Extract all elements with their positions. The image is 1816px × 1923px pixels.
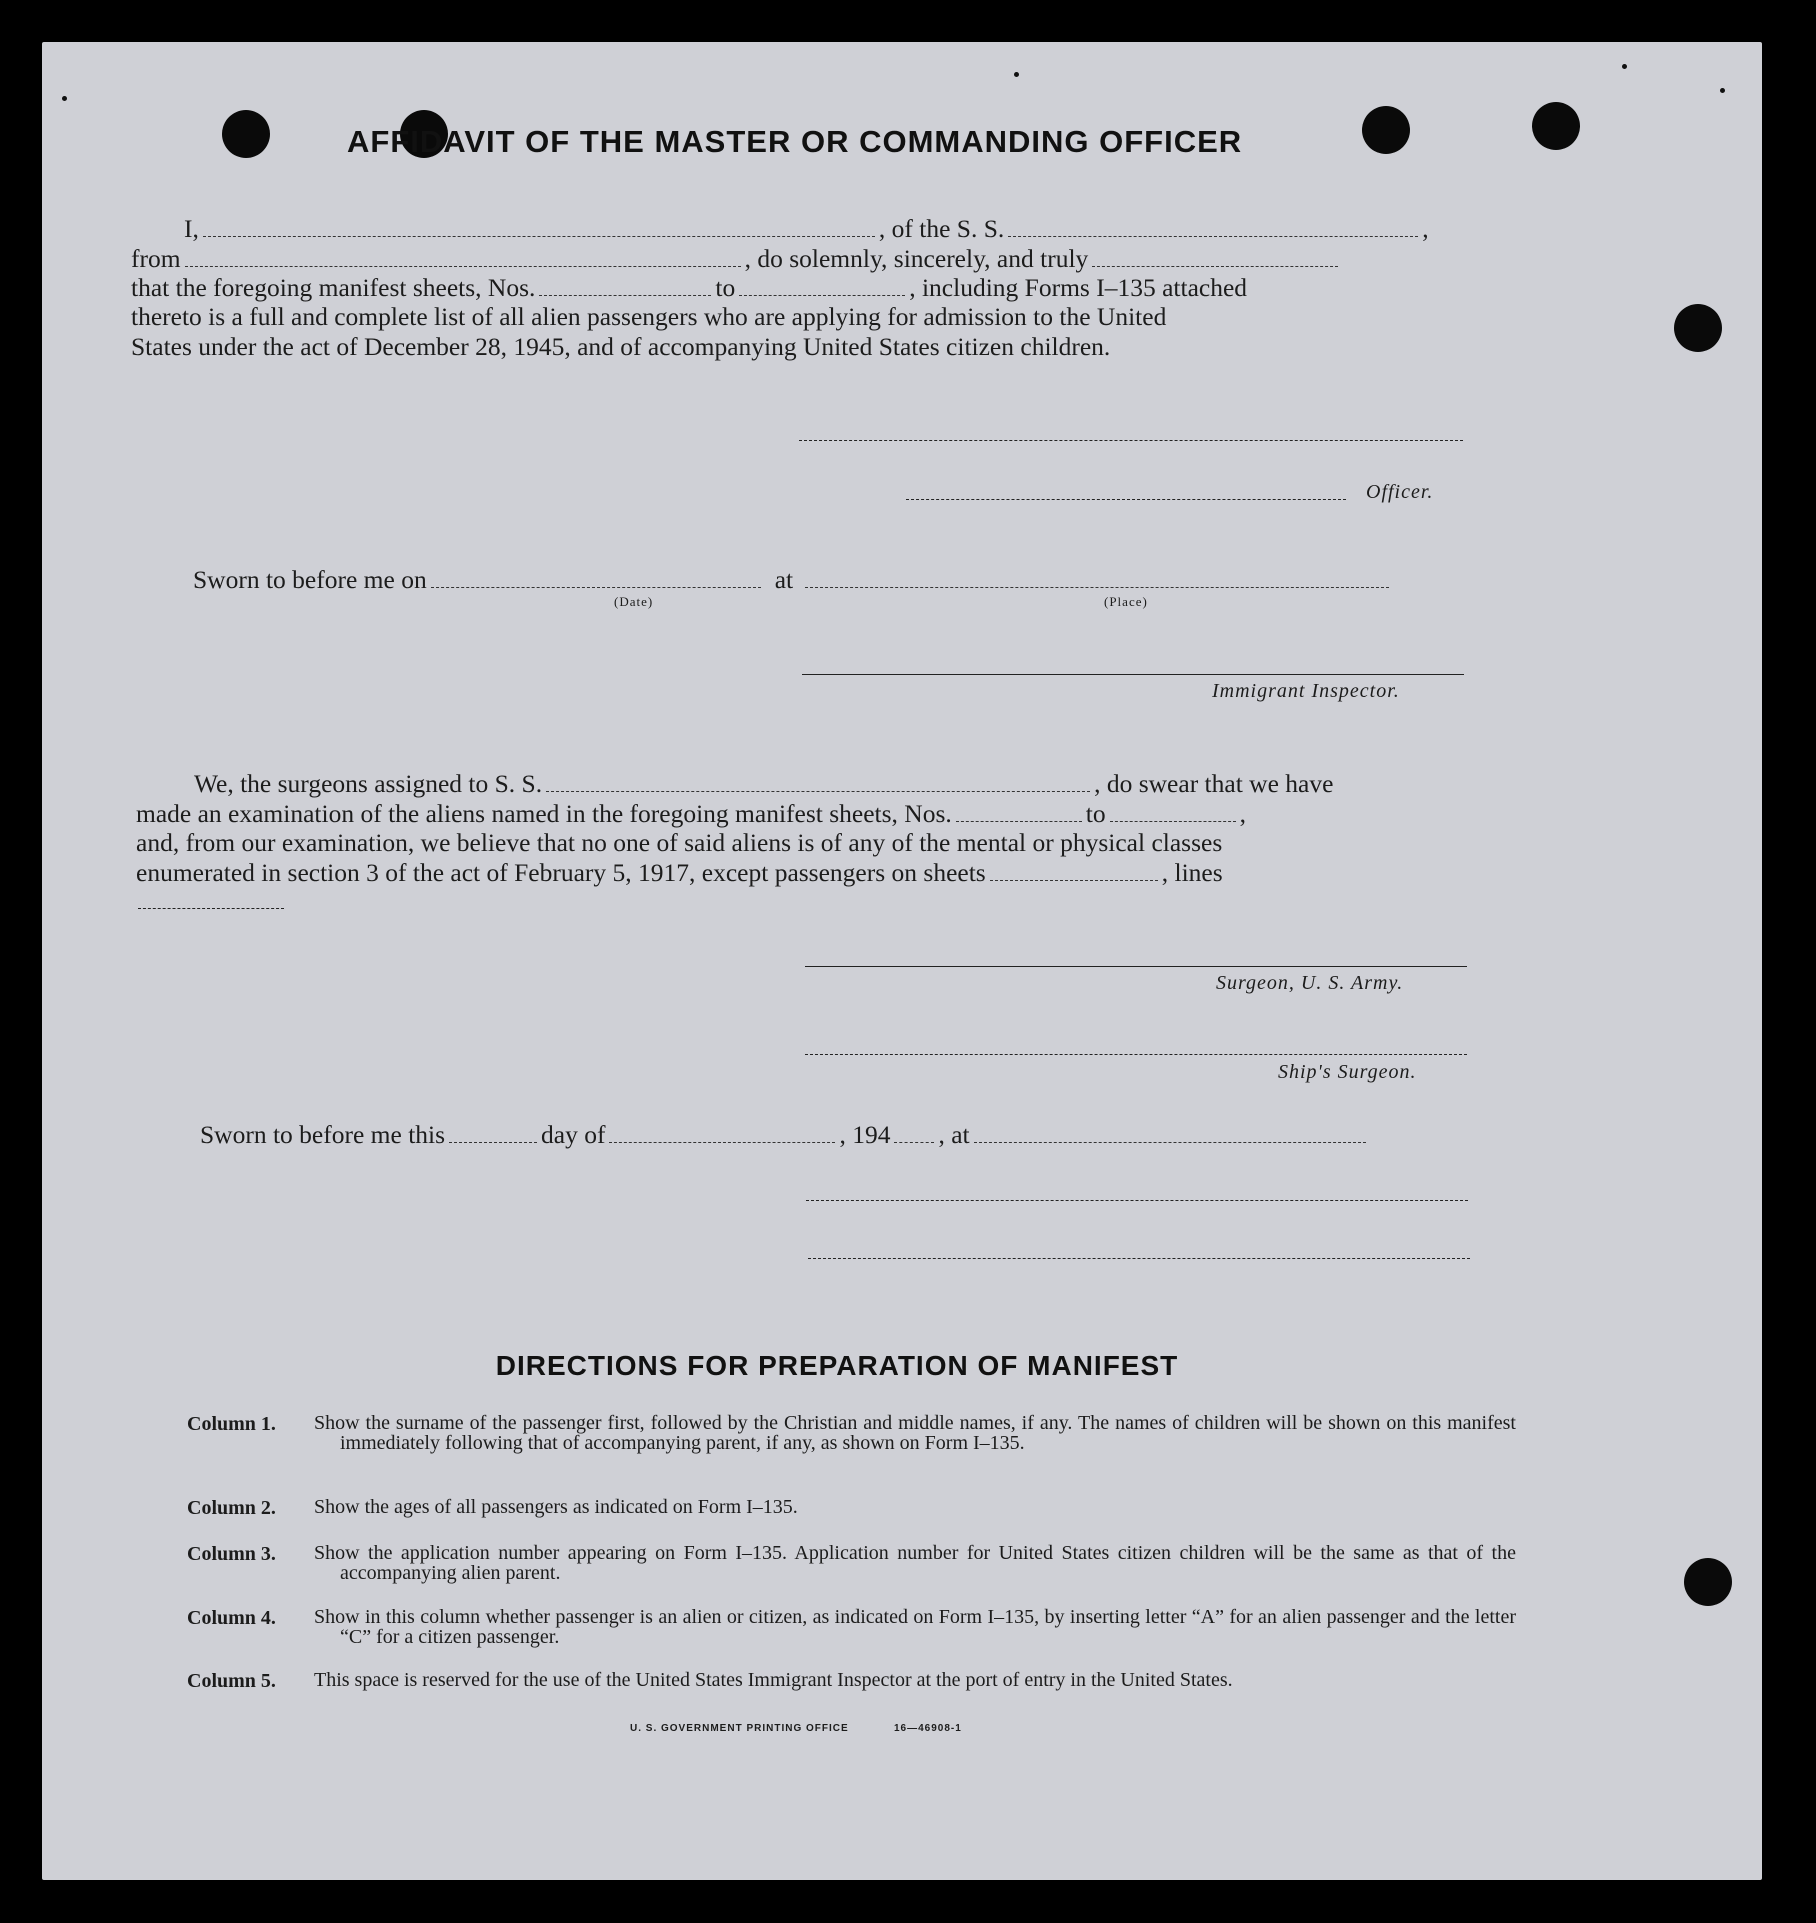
affidavit-line-5: States under the act of December 28, 1945, and of accompanying United States citizen children. — [131, 332, 1111, 361]
inspector-caption: Immigrant Inspector. — [1212, 680, 1400, 702]
form-page — [42, 42, 1762, 1880]
speck-mark — [1014, 72, 1019, 77]
speck-mark — [62, 96, 67, 101]
sworn-month-blank[interactable] — [609, 1124, 835, 1143]
officer-caption: Officer. — [1366, 481, 1434, 503]
column-2-label: Column 2. — [187, 1497, 276, 1519]
sworn-at-blank[interactable] — [974, 1124, 1366, 1143]
surgeons-line-4: enumerated in section 3 of the act of February 5, 1917, except passengers on sheets , lines — [136, 858, 1223, 887]
inspector-signature-line[interactable] — [802, 674, 1464, 675]
sworn-place-blank[interactable] — [805, 569, 1389, 588]
officer-signature-line-1[interactable] — [799, 440, 1463, 441]
ship-surgeon-signature-line[interactable] — [805, 1054, 1467, 1055]
oath-blank[interactable] — [1092, 248, 1338, 267]
column-2-text: Show the ages of all passengers as indicated on Form I–135. — [314, 1496, 798, 1518]
column-5-text: This space is reserved for the use of the United States Immigrant Inspector at the port of entry in the United States. — [314, 1669, 1233, 1691]
affidavit-title: AFFIDAVIT OF THE MASTER OR COMMANDING OFFICER — [347, 124, 1243, 159]
column-4-label: Column 4. — [187, 1607, 276, 1629]
affidavit-line-4: thereto is a full and complete list of all alien passengers who are applying for admission to the United — [131, 302, 1167, 331]
column-4-text: Show in this column whether passenger is an alien or citizen, as indicated on Form I–135, by inserting letter “A” for an alien passenger and the letter “C” for a citizen passenger. — [314, 1606, 1516, 1648]
surgeons-line-3: and, from our examination, we believe that no one of said aliens is of any of the mental or physical classes — [136, 828, 1223, 857]
place-caption: (Place) — [1104, 594, 1148, 609]
speck-mark — [1622, 64, 1627, 69]
ship-surgeon-caption: Ship's Surgeon. — [1278, 1061, 1417, 1083]
column-1-label: Column 1. — [187, 1413, 276, 1435]
sworn-date-blank[interactable] — [431, 569, 761, 588]
punch-hole — [1674, 304, 1722, 352]
printer-imprint: U. S. GOVERNMENT PRINTING OFFICE — [630, 1723, 849, 1734]
ship-name-blank[interactable] — [1008, 218, 1418, 237]
affidavit-line-1: I, , of the S. S. , — [184, 214, 1429, 243]
surgeons-line-1: We, the surgeons assigned to S. S. , do swear that we have — [194, 769, 1334, 798]
form-code: 16—46908-1 — [894, 1723, 962, 1734]
sworn-day-blank[interactable] — [449, 1124, 537, 1143]
army-surgeon-caption: Surgeon, U. S. Army. — [1216, 972, 1404, 994]
surgeons-line-2: made an examination of the aliens named in the foregoing manifest sheets, Nos. to , — [136, 799, 1246, 828]
date-caption: (Date) — [614, 594, 654, 609]
sworn-before-line: Sworn to before me on at — [193, 565, 1393, 594]
column-1-text: Show the surname of the passenger first, followed by the Christian and middle names, if any. The names of children will be shown on this manifest immediately following that of accompanying parent, if any, as shown on Form I–135. — [314, 1412, 1516, 1454]
column-3-text: Show the application number appearing on Form I–135. Application number for United States citizen children will be the same as that of the accompanying alien parent. — [314, 1542, 1516, 1584]
sworn-this-line: Sworn to before me this day of , 194 , at — [200, 1120, 1370, 1149]
sworn-year-blank[interactable] — [894, 1124, 934, 1143]
column-3-label: Column 3. — [187, 1543, 276, 1565]
sheet-from-blank[interactable] — [539, 277, 711, 296]
punch-hole — [1684, 1558, 1732, 1606]
affidavit-line-3: that the foregoing manifest sheets, Nos. to , including Forms I–135 attached — [131, 273, 1248, 302]
sworn-signature-line-2[interactable] — [808, 1258, 1470, 1259]
directions-title: DIRECTIONS FOR PREPARATION OF MANIFEST — [495, 1350, 1179, 1381]
officer-signature-line-2[interactable] — [906, 499, 1346, 500]
surgeon-sheet-to-blank[interactable] — [1110, 803, 1236, 822]
surgeon-ship-blank[interactable] — [546, 773, 1090, 792]
port-blank[interactable] — [185, 248, 741, 267]
speck-mark — [1720, 88, 1725, 93]
master-name-blank[interactable] — [203, 218, 875, 237]
affidavit-line-2: from , do solemnly, sincerely, and truly — [131, 244, 1342, 273]
sheet-to-blank[interactable] — [739, 277, 905, 296]
except-lines-blank[interactable] — [138, 908, 284, 909]
sworn-signature-line-1[interactable] — [806, 1200, 1468, 1201]
surgeon-sheet-from-blank[interactable] — [956, 803, 1082, 822]
column-5-label: Column 5. — [187, 1670, 276, 1692]
except-sheets-blank[interactable] — [990, 862, 1158, 881]
army-surgeon-signature-line[interactable] — [805, 966, 1467, 967]
